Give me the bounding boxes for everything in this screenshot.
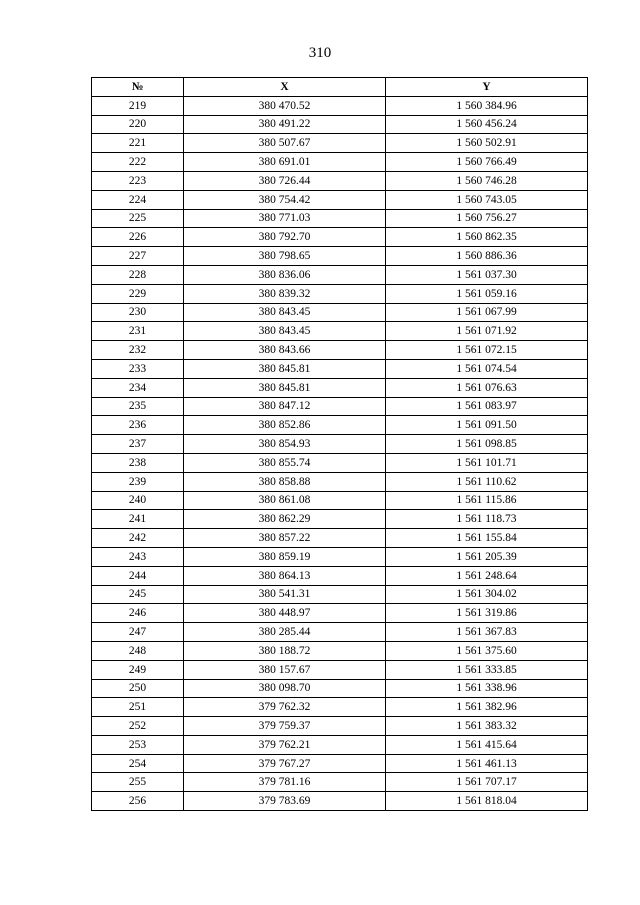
table-row bbox=[92, 491, 588, 510]
cell-number: 232 bbox=[92, 341, 184, 360]
table-row bbox=[92, 96, 588, 115]
cell-x: 379 762.21 bbox=[184, 735, 386, 754]
cell-x: 380 836.06 bbox=[184, 265, 386, 284]
cell-x: 380 845.81 bbox=[184, 359, 386, 378]
table-header-row bbox=[92, 78, 588, 97]
cell-number: 226 bbox=[92, 228, 184, 247]
table-row bbox=[92, 303, 588, 322]
cell-number: 229 bbox=[92, 284, 184, 303]
cell-number: 224 bbox=[92, 190, 184, 209]
cell-y: 1 561 083.97 bbox=[386, 397, 588, 416]
table-row bbox=[92, 679, 588, 698]
cell-y: 1 561 118.73 bbox=[386, 510, 588, 529]
cell-number: 241 bbox=[92, 510, 184, 529]
cell-number: 234 bbox=[92, 378, 184, 397]
cell-x: 380 857.22 bbox=[184, 529, 386, 548]
cell-number: 223 bbox=[92, 171, 184, 190]
cell-number: 251 bbox=[92, 698, 184, 717]
cell-number: 248 bbox=[92, 641, 184, 660]
cell-number: 243 bbox=[92, 547, 184, 566]
table-row bbox=[92, 585, 588, 604]
cell-y: 1 561 076.63 bbox=[386, 378, 588, 397]
table-row bbox=[92, 359, 588, 378]
cell-x: 379 762.32 bbox=[184, 698, 386, 717]
cell-x: 380 845.81 bbox=[184, 378, 386, 397]
cell-x: 380 157.67 bbox=[184, 660, 386, 679]
cell-y: 1 561 037.30 bbox=[386, 265, 588, 284]
table-row bbox=[92, 265, 588, 284]
cell-number: 230 bbox=[92, 303, 184, 322]
cell-number: 239 bbox=[92, 472, 184, 491]
cell-y: 1 560 456.24 bbox=[386, 115, 588, 134]
cell-y: 1 561 333.85 bbox=[386, 660, 588, 679]
cell-y: 1 561 382.96 bbox=[386, 698, 588, 717]
cell-number: 221 bbox=[92, 134, 184, 153]
cell-number: 244 bbox=[92, 566, 184, 585]
cell-x: 380 448.97 bbox=[184, 604, 386, 623]
table-row bbox=[92, 735, 588, 754]
cell-y: 1 560 746.28 bbox=[386, 171, 588, 190]
cell-y: 1 561 072.15 bbox=[386, 341, 588, 360]
cell-x: 380 491.22 bbox=[184, 115, 386, 134]
cell-x: 380 726.44 bbox=[184, 171, 386, 190]
cell-number: 249 bbox=[92, 660, 184, 679]
cell-x: 380 771.03 bbox=[184, 209, 386, 228]
coordinates-table bbox=[91, 77, 588, 811]
cell-number: 245 bbox=[92, 585, 184, 604]
cell-number: 233 bbox=[92, 359, 184, 378]
cell-x: 380 843.45 bbox=[184, 303, 386, 322]
cell-number: 256 bbox=[92, 792, 184, 811]
cell-x: 379 759.37 bbox=[184, 717, 386, 736]
cell-number: 237 bbox=[92, 435, 184, 454]
cell-x: 380 854.93 bbox=[184, 435, 386, 454]
cell-y: 1 560 743.05 bbox=[386, 190, 588, 209]
cell-x: 380 859.19 bbox=[184, 547, 386, 566]
cell-x: 380 839.32 bbox=[184, 284, 386, 303]
table-row bbox=[92, 698, 588, 717]
page-number: 310 bbox=[308, 45, 332, 61]
table-row bbox=[92, 209, 588, 228]
cell-y: 1 560 862.35 bbox=[386, 228, 588, 247]
cell-y: 1 560 756.27 bbox=[386, 209, 588, 228]
cell-x: 379 781.16 bbox=[184, 773, 386, 792]
cell-number: 222 bbox=[92, 153, 184, 172]
table-row bbox=[92, 322, 588, 341]
cell-number: 227 bbox=[92, 247, 184, 266]
table-row bbox=[92, 529, 588, 548]
cell-y: 1 561 059.16 bbox=[386, 284, 588, 303]
cell-y: 1 560 384.96 bbox=[386, 96, 588, 115]
cell-x: 380 541.31 bbox=[184, 585, 386, 604]
cell-y: 1 561 375.60 bbox=[386, 641, 588, 660]
cell-x: 380 861.08 bbox=[184, 491, 386, 510]
table-row bbox=[92, 397, 588, 416]
table-row bbox=[92, 510, 588, 529]
cell-number: 254 bbox=[92, 754, 184, 773]
cell-y: 1 561 304.02 bbox=[386, 585, 588, 604]
cell-number: 253 bbox=[92, 735, 184, 754]
cell-x: 380 843.45 bbox=[184, 322, 386, 341]
cell-number: 236 bbox=[92, 416, 184, 435]
cell-x: 380 843.66 bbox=[184, 341, 386, 360]
cell-number: 250 bbox=[92, 679, 184, 698]
cell-y: 1 561 383.32 bbox=[386, 717, 588, 736]
table-row bbox=[92, 416, 588, 435]
table-row bbox=[92, 115, 588, 134]
header-number: № bbox=[92, 78, 184, 97]
table-row bbox=[92, 171, 588, 190]
cell-y: 1 560 886.36 bbox=[386, 247, 588, 266]
table-row bbox=[92, 773, 588, 792]
cell-x: 380 852.86 bbox=[184, 416, 386, 435]
header-x: X bbox=[184, 78, 386, 97]
cell-x: 380 470.52 bbox=[184, 96, 386, 115]
cell-y: 1 561 248.64 bbox=[386, 566, 588, 585]
cell-x: 380 507.67 bbox=[184, 134, 386, 153]
cell-y: 1 561 205.39 bbox=[386, 547, 588, 566]
table-row bbox=[92, 547, 588, 566]
cell-x: 380 754.42 bbox=[184, 190, 386, 209]
cell-y: 1 560 502.91 bbox=[386, 134, 588, 153]
cell-number: 246 bbox=[92, 604, 184, 623]
table-row bbox=[92, 453, 588, 472]
cell-x: 379 783.69 bbox=[184, 792, 386, 811]
cell-x: 380 792.70 bbox=[184, 228, 386, 247]
table-row bbox=[92, 623, 588, 642]
table-row bbox=[92, 792, 588, 811]
cell-y: 1 561 338.96 bbox=[386, 679, 588, 698]
cell-x: 380 862.29 bbox=[184, 510, 386, 529]
cell-x: 380 798.65 bbox=[184, 247, 386, 266]
cell-number: 231 bbox=[92, 322, 184, 341]
cell-number: 242 bbox=[92, 529, 184, 548]
cell-x: 380 285.44 bbox=[184, 623, 386, 642]
table-row bbox=[92, 435, 588, 454]
cell-number: 252 bbox=[92, 717, 184, 736]
cell-number: 247 bbox=[92, 623, 184, 642]
table-body bbox=[92, 96, 588, 810]
table-row bbox=[92, 660, 588, 679]
cell-x: 380 847.12 bbox=[184, 397, 386, 416]
cell-x: 380 188.72 bbox=[184, 641, 386, 660]
cell-y: 1 561 707.17 bbox=[386, 773, 588, 792]
table-row bbox=[92, 341, 588, 360]
header-y: Y bbox=[386, 78, 588, 97]
cell-y: 1 561 067.99 bbox=[386, 303, 588, 322]
cell-y: 1 561 367.83 bbox=[386, 623, 588, 642]
cell-number: 255 bbox=[92, 773, 184, 792]
table-row bbox=[92, 378, 588, 397]
table-row bbox=[92, 134, 588, 153]
table-row bbox=[92, 604, 588, 623]
table-row bbox=[92, 153, 588, 172]
cell-y: 1 561 074.54 bbox=[386, 359, 588, 378]
table-row bbox=[92, 566, 588, 585]
cell-y: 1 561 818.04 bbox=[386, 792, 588, 811]
table-row bbox=[92, 472, 588, 491]
cell-number: 238 bbox=[92, 453, 184, 472]
cell-y: 1 561 461.13 bbox=[386, 754, 588, 773]
cell-y: 1 561 155.84 bbox=[386, 529, 588, 548]
cell-y: 1 561 091.50 bbox=[386, 416, 588, 435]
cell-y: 1 561 101.71 bbox=[386, 453, 588, 472]
cell-y: 1 560 766.49 bbox=[386, 153, 588, 172]
cell-y: 1 561 098.85 bbox=[386, 435, 588, 454]
table-row bbox=[92, 247, 588, 266]
cell-x: 380 858.88 bbox=[184, 472, 386, 491]
cell-number: 220 bbox=[92, 115, 184, 134]
cell-y: 1 561 415.64 bbox=[386, 735, 588, 754]
table-row bbox=[92, 284, 588, 303]
cell-x: 380 098.70 bbox=[184, 679, 386, 698]
cell-x: 380 691.01 bbox=[184, 153, 386, 172]
table-row bbox=[92, 641, 588, 660]
table-row bbox=[92, 754, 588, 773]
cell-y: 1 561 071.92 bbox=[386, 322, 588, 341]
cell-y: 1 561 115.86 bbox=[386, 491, 588, 510]
cell-x: 380 864.13 bbox=[184, 566, 386, 585]
cell-x: 379 767.27 bbox=[184, 754, 386, 773]
cell-number: 219 bbox=[92, 96, 184, 115]
cell-number: 225 bbox=[92, 209, 184, 228]
cell-y: 1 561 319.86 bbox=[386, 604, 588, 623]
cell-number: 240 bbox=[92, 491, 184, 510]
cell-number: 228 bbox=[92, 265, 184, 284]
cell-x: 380 855.74 bbox=[184, 453, 386, 472]
table-row bbox=[92, 717, 588, 736]
table-row bbox=[92, 190, 588, 209]
table-row bbox=[92, 228, 588, 247]
cell-number: 235 bbox=[92, 397, 184, 416]
cell-y: 1 561 110.62 bbox=[386, 472, 588, 491]
